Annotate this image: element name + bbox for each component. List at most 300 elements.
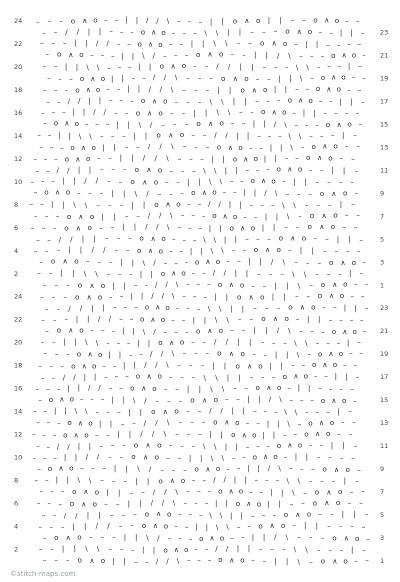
stitch-symbol: \ bbox=[297, 556, 300, 566]
stitch-symbol: | bbox=[88, 95, 91, 105]
stitch-symbol: ∧ bbox=[290, 233, 296, 243]
stitch-symbol: / bbox=[223, 268, 227, 278]
stitch-symbol: | bbox=[128, 429, 132, 439]
stitch-symbol: | bbox=[51, 199, 54, 209]
stitch-symbol: ∧ bbox=[331, 189, 337, 198]
stitch-symbol: o bbox=[308, 418, 313, 428]
stitch-symbol: ∧ bbox=[143, 452, 149, 462]
stitch-symbol: – bbox=[194, 348, 198, 358]
stitch-symbol: | bbox=[223, 234, 227, 244]
stitch-symbol: | bbox=[116, 120, 119, 129]
stitch-symbol: – bbox=[163, 327, 168, 336]
stitch-symbol: – bbox=[122, 131, 126, 141]
stitch-symbol: – bbox=[186, 486, 190, 496]
stitch-symbol: – bbox=[106, 338, 110, 348]
stitch-symbol: – bbox=[253, 406, 257, 416]
stitch-symbol: o bbox=[273, 451, 278, 461]
stitch-symbol: – bbox=[168, 39, 173, 49]
stitch-symbol: o bbox=[158, 338, 163, 348]
stitch-symbol: | bbox=[286, 281, 289, 290]
stitch-symbol: – bbox=[207, 279, 211, 289]
stitch-symbol: \ bbox=[77, 475, 80, 484]
stitch-symbol: – bbox=[280, 269, 284, 279]
stitch-symbol: – bbox=[100, 394, 105, 404]
stitch-symbol: \ bbox=[175, 486, 178, 496]
stitch-symbol: – bbox=[340, 417, 345, 427]
stitch-symbol: – bbox=[42, 27, 46, 37]
stitch-symbol: | bbox=[102, 303, 105, 312]
stitch-symbol: o bbox=[158, 246, 164, 256]
stitch-symbol: – bbox=[260, 200, 264, 210]
stitch-symbol: – bbox=[348, 406, 352, 416]
stitch-symbol: o bbox=[345, 464, 350, 474]
stitch-symbol: | bbox=[336, 234, 340, 244]
stitch-symbol: – bbox=[104, 15, 108, 25]
stitch-symbol: / bbox=[277, 50, 280, 60]
stitch-symbol: – bbox=[106, 407, 110, 417]
stitch-symbol: | bbox=[266, 418, 270, 428]
stitch-symbol: | bbox=[77, 383, 81, 393]
stitch-symbol: – bbox=[182, 28, 187, 38]
stitch-symbol: – bbox=[181, 108, 186, 118]
stitch-symbol: – bbox=[54, 154, 58, 164]
stitch-symbol: – bbox=[34, 475, 39, 484]
stitch-symbol: \ bbox=[170, 210, 173, 220]
stitch-symbol: ∧ bbox=[298, 95, 304, 105]
stitch-symbol: – bbox=[328, 452, 332, 462]
stitch-symbol: | bbox=[267, 499, 270, 509]
stitch-symbol: o bbox=[94, 487, 100, 497]
stitch-symbol: / bbox=[225, 543, 229, 553]
stitch-symbol: \ bbox=[204, 28, 207, 38]
stitch-symbol: | bbox=[113, 142, 116, 152]
stitch-symbol: ∧ bbox=[146, 371, 152, 381]
stitch-symbol: – bbox=[248, 38, 252, 48]
stitch-symbol: – bbox=[46, 441, 51, 451]
stitch-symbol: – bbox=[339, 453, 344, 462]
stitch-symbol: – bbox=[353, 441, 358, 450]
stitch-symbol: – bbox=[277, 95, 281, 105]
stitch-symbol: – bbox=[352, 395, 357, 405]
stitch-symbol: – bbox=[108, 200, 112, 210]
stitch-symbol: – bbox=[334, 246, 339, 256]
stitch-symbol: – bbox=[357, 246, 361, 256]
stitch-symbol: | bbox=[74, 337, 77, 347]
stitch-symbol: – bbox=[42, 533, 47, 543]
stitch-symbol: – bbox=[197, 73, 202, 83]
stitch-symbol: – bbox=[184, 119, 189, 129]
stitch-symbol: – bbox=[200, 154, 204, 164]
stitch-symbol: – bbox=[106, 84, 110, 94]
stitch-symbol: \ bbox=[207, 304, 211, 313]
stitch-symbol: ∧ bbox=[296, 26, 302, 36]
stitch-symbol: – bbox=[42, 279, 47, 289]
stitch-symbol: ∧ bbox=[318, 418, 325, 428]
stitch-symbol: – bbox=[350, 384, 354, 394]
stitch-symbol: ∧ bbox=[248, 292, 254, 302]
stitch-symbol: – bbox=[231, 245, 236, 255]
stitch-symbol: \ bbox=[166, 359, 169, 369]
stitch-symbol: – bbox=[245, 165, 250, 175]
stitch-symbol: – bbox=[37, 464, 41, 474]
stitch-symbol: – bbox=[261, 510, 266, 520]
stitch-symbol: \ bbox=[83, 268, 87, 278]
stitch-symbol: ∧ bbox=[64, 118, 70, 128]
stitch-symbol: | bbox=[235, 165, 238, 175]
stitch-symbol: – bbox=[105, 233, 109, 243]
row-number-left: 8 bbox=[14, 476, 19, 485]
stitch-symbol: – bbox=[96, 200, 100, 210]
row-number-left: 10 bbox=[14, 453, 23, 462]
stitch-symbol: o bbox=[317, 291, 323, 301]
stitch-symbol: o bbox=[312, 498, 318, 508]
stitch-symbol: \ bbox=[203, 235, 206, 245]
stitch-symbol: | bbox=[240, 510, 243, 520]
stitch-symbol: \ bbox=[163, 428, 167, 438]
stitch-symbol: – bbox=[119, 26, 124, 36]
stitch-symbol: o bbox=[194, 464, 199, 474]
row-number-left: 6 bbox=[14, 499, 19, 508]
stitch-symbol: o bbox=[79, 74, 85, 84]
stitch-symbol: – bbox=[284, 153, 289, 163]
stitch-symbol: / bbox=[150, 498, 154, 508]
stitch-symbol: – bbox=[310, 395, 314, 405]
stitch-symbol: | bbox=[135, 15, 139, 25]
stitch-symbol: ∧ bbox=[322, 360, 328, 369]
stitch-symbol: – bbox=[197, 97, 202, 107]
stitch-symbol: o bbox=[320, 395, 326, 405]
stitch-symbol: – bbox=[99, 188, 104, 198]
stitch-symbol: – bbox=[294, 39, 298, 49]
stitch-symbol: – bbox=[307, 349, 312, 359]
stitch-symbol: – bbox=[108, 544, 113, 554]
stitch-symbol: – bbox=[65, 555, 70, 565]
stitch-symbol: – bbox=[54, 348, 59, 358]
stitch-symbol: – bbox=[167, 395, 171, 405]
stitch-symbol: – bbox=[344, 210, 349, 220]
row-number-left: 10 bbox=[14, 177, 23, 186]
stitch-symbol: o bbox=[196, 119, 201, 128]
stitch-symbol: / bbox=[56, 441, 60, 451]
stitch-symbol: – bbox=[174, 257, 178, 267]
stitch-symbol: – bbox=[85, 256, 90, 266]
stitch-symbol: – bbox=[222, 187, 227, 197]
stitch-symbol: – bbox=[112, 360, 117, 370]
stitch-symbol: | bbox=[138, 62, 141, 72]
stitch-symbol: o bbox=[255, 383, 260, 393]
stitch-symbol: / bbox=[156, 15, 159, 25]
stitch-symbol: – bbox=[328, 545, 333, 555]
stitch-symbol: – bbox=[46, 97, 50, 106]
stitch-symbol: ∧ bbox=[201, 187, 208, 197]
stitch-symbol: | bbox=[137, 84, 141, 94]
stitch-symbol: | bbox=[280, 361, 283, 370]
stitch-symbol: o bbox=[213, 417, 218, 427]
stitch-symbol: | bbox=[208, 223, 212, 233]
stitch-symbol: | bbox=[251, 532, 255, 542]
stitch-symbol: | bbox=[259, 256, 262, 266]
stitch-symbol: – bbox=[349, 315, 354, 325]
stitch-symbol: – bbox=[100, 164, 104, 174]
stitch-symbol: – bbox=[112, 532, 116, 542]
stitch-symbol: o bbox=[144, 302, 150, 312]
stitch-symbol: – bbox=[361, 522, 366, 531]
stitch-symbol: | bbox=[190, 39, 194, 49]
stitch-symbol: – bbox=[47, 73, 51, 83]
stitch-symbol: o bbox=[311, 302, 316, 312]
stitch-symbol: o bbox=[156, 130, 161, 140]
stitch-symbol: ∧ bbox=[232, 74, 238, 83]
stitch-symbol: ∧ bbox=[317, 153, 323, 163]
stitch-symbol: – bbox=[134, 302, 138, 312]
row-number-right: 15 bbox=[380, 120, 389, 129]
stitch-symbol: – bbox=[99, 441, 104, 450]
stitch-symbol: | bbox=[270, 487, 273, 497]
stitch-symbol: o bbox=[212, 211, 217, 221]
stitch-symbol: | bbox=[281, 487, 284, 497]
stitch-symbol: ∧ bbox=[152, 521, 159, 530]
stitch-symbol: o bbox=[100, 556, 106, 566]
stitch-symbol: – bbox=[52, 430, 57, 440]
stitch-symbol: – bbox=[272, 337, 276, 347]
stitch-symbol: – bbox=[47, 498, 52, 508]
stitch-symbol: – bbox=[110, 222, 115, 232]
stitch-symbol: – bbox=[299, 51, 303, 61]
stitch-symbol: / bbox=[142, 153, 146, 163]
stitch-symbol: ∧ bbox=[75, 154, 81, 164]
stitch-symbol: – bbox=[106, 430, 110, 439]
stitch-symbol: – bbox=[240, 176, 244, 186]
stitch-symbol: – bbox=[110, 510, 114, 520]
stitch-rows bbox=[30, 15, 371, 566]
stitch-symbol: o bbox=[135, 108, 141, 118]
stitch-symbol: | bbox=[54, 405, 57, 415]
stitch-symbol: | bbox=[280, 142, 283, 152]
stitch-symbol: o bbox=[351, 50, 357, 60]
stitch-symbol: – bbox=[53, 85, 58, 95]
stitch-symbol: – bbox=[107, 62, 111, 72]
stitch-symbol: – bbox=[49, 142, 54, 152]
stitch-symbol: \ bbox=[95, 269, 98, 279]
stitch-symbol: – bbox=[194, 544, 198, 554]
stitch-symbol: o bbox=[215, 256, 221, 266]
stitch-symbol: | bbox=[209, 16, 213, 26]
stitch-symbol: – bbox=[201, 210, 206, 220]
stitch-symbol: – bbox=[175, 303, 180, 313]
stitch-symbol: \ bbox=[203, 372, 206, 382]
stitch-symbol: o bbox=[319, 189, 325, 199]
stitch-symbol: – bbox=[309, 280, 313, 290]
stitch-symbol: / bbox=[155, 359, 158, 369]
stitch-symbol: | bbox=[315, 520, 319, 530]
stitch-symbol: / bbox=[148, 84, 152, 94]
stitch-symbol: | bbox=[272, 430, 276, 440]
stitch-symbol: – bbox=[43, 348, 48, 358]
stitch-symbol: ∧ bbox=[336, 119, 342, 129]
stitch-symbol: \ bbox=[166, 153, 169, 163]
stitch-symbol: – bbox=[95, 430, 99, 440]
stitch-symbol: – bbox=[330, 509, 334, 519]
stitch-symbol: \ bbox=[227, 107, 231, 117]
stitch-symbol: ∧ bbox=[271, 107, 277, 117]
stitch-symbol: – bbox=[259, 487, 264, 497]
stitch-symbol: – bbox=[191, 475, 196, 485]
stitch-symbol: – bbox=[316, 62, 321, 72]
stitch-symbol: \ bbox=[274, 188, 278, 198]
stitch-symbol: o bbox=[65, 187, 71, 197]
stitch-symbol: – bbox=[204, 498, 209, 507]
stitch-symbol: o bbox=[332, 533, 337, 543]
row-number-left: 24 bbox=[14, 292, 23, 301]
stitch-symbol: | bbox=[267, 15, 271, 25]
stitch-symbol: | bbox=[353, 509, 356, 519]
stitch-symbol: – bbox=[236, 522, 241, 531]
stitch-symbol: o bbox=[160, 269, 166, 278]
stitch-symbol: – bbox=[343, 359, 347, 369]
row-number-right: 19 bbox=[380, 350, 389, 359]
stitch-symbol: – bbox=[118, 176, 123, 186]
stitch-symbol: ∧ bbox=[315, 429, 321, 438]
stitch-symbol: – bbox=[40, 372, 45, 382]
stitch-symbol: – bbox=[39, 142, 43, 152]
stitch-symbol: / bbox=[73, 372, 76, 382]
stitch-symbol: – bbox=[169, 165, 174, 175]
row-number-left: 12 bbox=[14, 430, 23, 439]
stitch-symbol: / bbox=[154, 153, 157, 163]
stitch-symbol: – bbox=[167, 533, 172, 543]
stitch-symbol: | bbox=[230, 304, 233, 313]
stitch-symbol: o bbox=[140, 27, 146, 37]
stitch-symbol: – bbox=[136, 142, 140, 151]
stitch-symbol: | bbox=[346, 337, 350, 347]
stitch-symbol: | bbox=[91, 303, 94, 313]
left-row-numbers bbox=[14, 17, 22, 554]
stitch-symbol: – bbox=[308, 189, 312, 199]
stitch-symbol: o bbox=[216, 142, 222, 152]
stitch-symbol: | bbox=[239, 199, 242, 209]
stitch-symbol: – bbox=[209, 73, 213, 83]
stitch-symbol: – bbox=[123, 302, 128, 312]
stitch-symbol: o bbox=[343, 279, 348, 289]
stitch-symbol: | bbox=[147, 338, 151, 348]
stitch-symbol: – bbox=[43, 453, 47, 463]
stitch-symbol: \ bbox=[221, 453, 224, 463]
stitch-symbol: | bbox=[234, 268, 238, 278]
stitch-symbol: – bbox=[119, 383, 123, 392]
stitch-symbol: – bbox=[184, 521, 189, 531]
stitch-symbol: o bbox=[77, 555, 82, 565]
stitch-symbol: o bbox=[322, 464, 327, 474]
stitch-symbol: | bbox=[348, 234, 351, 244]
stitch-symbol: \ bbox=[171, 141, 174, 151]
stitch-symbol: / bbox=[65, 27, 68, 37]
stitch-symbol: – bbox=[182, 85, 186, 95]
stitch-symbol: / bbox=[225, 130, 228, 140]
stitch-symbol: | bbox=[61, 543, 65, 553]
stitch-symbol: – bbox=[106, 269, 111, 279]
stitch-symbol: – bbox=[295, 222, 300, 232]
stitch-symbol: ∧ bbox=[82, 16, 88, 25]
stitch-symbol: o bbox=[167, 509, 172, 519]
stitch-symbol: \ bbox=[303, 269, 307, 279]
stitch-symbol: – bbox=[181, 315, 186, 325]
stitch-symbol: | bbox=[305, 452, 309, 462]
stitch-symbol: o bbox=[158, 39, 163, 49]
stitch-symbol: – bbox=[257, 131, 261, 141]
stitch-symbol: – bbox=[251, 280, 255, 290]
stitch-symbol: o bbox=[56, 325, 62, 335]
stitch-symbol: | bbox=[299, 245, 303, 255]
stitch-symbol: / bbox=[270, 256, 274, 266]
stitch-symbol: – bbox=[55, 211, 60, 221]
stitch-symbol: | bbox=[354, 303, 357, 313]
stitch-symbol: – bbox=[296, 189, 301, 198]
stitch-symbol: | bbox=[214, 292, 217, 302]
stitch-symbol: | bbox=[133, 222, 137, 232]
stitch-symbol: | bbox=[122, 326, 125, 336]
stitch-symbol: – bbox=[114, 107, 118, 117]
stitch-symbol: – bbox=[226, 463, 230, 473]
stitch-symbol: – bbox=[245, 418, 250, 428]
row-number-left: 16 bbox=[14, 108, 23, 117]
stitch-symbol: \ bbox=[221, 384, 225, 393]
stitch-symbol: – bbox=[327, 521, 331, 531]
stitch-symbol: \ bbox=[293, 544, 297, 554]
stitch-symbol: | bbox=[75, 62, 79, 72]
stitch-symbol: – bbox=[169, 108, 174, 118]
stitch-symbol: ∧ bbox=[68, 49, 74, 59]
stitch-symbol: ∧ bbox=[77, 418, 84, 428]
stitch-symbol: – bbox=[351, 453, 355, 463]
stitch-symbol: o bbox=[256, 499, 262, 509]
stitch-symbol: \ bbox=[172, 497, 176, 507]
stitch-symbol: \ bbox=[299, 73, 303, 83]
stitch-symbol: – bbox=[304, 200, 309, 210]
stitch-symbol: ∧ bbox=[224, 417, 230, 427]
stitch-symbol: – bbox=[47, 130, 52, 140]
stitch-symbol: – bbox=[284, 222, 288, 232]
row-number-left: 20 bbox=[14, 338, 23, 347]
stitch-symbol: ∧ bbox=[65, 532, 71, 542]
stitch-symbol: / bbox=[268, 394, 272, 404]
stitch-symbol: | bbox=[209, 429, 212, 439]
stitch-symbol: o bbox=[88, 418, 93, 428]
stitch-symbol: – bbox=[49, 361, 53, 371]
stitch-symbol: – bbox=[43, 154, 48, 164]
stitch-symbol: – bbox=[51, 176, 55, 186]
stitch-symbol: – bbox=[336, 39, 341, 49]
stitch-symbol: – bbox=[165, 177, 169, 187]
stitch-symbol: / bbox=[95, 38, 99, 48]
stitch-symbol: – bbox=[283, 338, 287, 348]
stitch-symbol: – bbox=[99, 222, 103, 232]
stitch-symbol: o bbox=[307, 222, 312, 231]
stitch-symbol: – bbox=[247, 521, 252, 531]
stitch-symbol: – bbox=[301, 360, 306, 370]
stitch-symbol: | bbox=[244, 474, 247, 484]
stitch-symbol: ∧ bbox=[87, 349, 93, 359]
stitch-symbol: | bbox=[342, 130, 345, 140]
stitch-symbol: / bbox=[93, 107, 96, 117]
stitch-symbol: – bbox=[171, 315, 175, 325]
stitch-symbol: | bbox=[108, 350, 111, 359]
stitch-symbol: | bbox=[186, 384, 190, 394]
stitch-symbol: o bbox=[231, 430, 236, 440]
stitch-symbol: o bbox=[339, 291, 345, 300]
stitch-symbol: – bbox=[325, 234, 329, 243]
stitch-symbol: o bbox=[131, 452, 136, 461]
stitch-symbol: – bbox=[51, 292, 56, 302]
